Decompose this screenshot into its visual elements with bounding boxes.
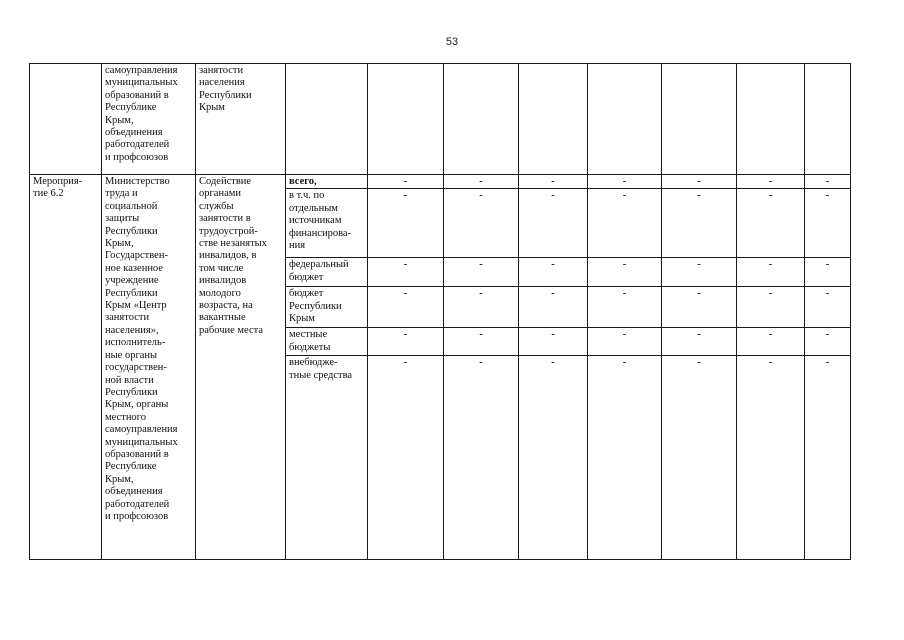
funding-value: - (662, 258, 737, 287)
continuation-executors: самоуправления муниципальных образований в Республике Крым, объединения работодателей и профсоюзов (102, 64, 196, 175)
funding-value: - (368, 258, 444, 287)
cell-empty (444, 64, 519, 175)
funding-value: - (737, 175, 805, 189)
funding-value: - (444, 287, 519, 328)
program-measures-table (29, 63, 851, 560)
funding-value: - (444, 189, 519, 258)
funding-value: - (662, 287, 737, 328)
funding-source-label: местные бюджеты (286, 328, 368, 356)
funding-value: - (737, 258, 805, 287)
continuation-row (30, 64, 851, 175)
funding-value: - (519, 189, 588, 258)
continuation-recipient: занятости населения Республики Крым (196, 64, 286, 175)
funding-value: - (737, 287, 805, 328)
funding-value: - (805, 287, 851, 328)
funding-value: - (588, 189, 662, 258)
funding-value: - (444, 356, 519, 560)
funding-value: - (588, 328, 662, 356)
funding-value: - (519, 175, 588, 189)
funding-source-label: бюджет Республики Крым (286, 287, 368, 328)
funding-value: - (737, 356, 805, 560)
funding-source-label: всего, (286, 175, 368, 189)
funding-value: - (737, 328, 805, 356)
funding-value: - (519, 356, 588, 560)
funding-value: - (444, 328, 519, 356)
cell-empty (805, 64, 851, 175)
funding-value: - (805, 189, 851, 258)
funding-value: - (588, 287, 662, 328)
cell-empty (30, 64, 102, 175)
cell-empty (737, 64, 805, 175)
cell-empty (662, 64, 737, 175)
funding-value: - (662, 175, 737, 189)
funding-value: - (368, 189, 444, 258)
measure-description: Содействие органами службы занятости в трудоустрой- стве незанятых инвалидов, в том числе инвалидов молодого возраста, на вакантные рабочие места (196, 175, 286, 560)
page-number: 53 (445, 36, 459, 48)
funding-row-total (30, 175, 851, 189)
funding-value: - (368, 287, 444, 328)
cell-empty (588, 64, 662, 175)
funding-value: - (588, 356, 662, 560)
funding-value: - (737, 189, 805, 258)
funding-value: - (368, 328, 444, 356)
funding-value: - (805, 258, 851, 287)
funding-value: - (588, 258, 662, 287)
funding-value: - (519, 287, 588, 328)
funding-value: - (444, 258, 519, 287)
funding-value: - (805, 356, 851, 560)
funding-value: - (519, 258, 588, 287)
funding-value: - (662, 356, 737, 560)
cell-empty (519, 64, 588, 175)
funding-value: - (662, 328, 737, 356)
cell-empty (286, 64, 368, 175)
funding-source-label: в т.ч. по отдельным источникам финансирова- ния (286, 189, 368, 258)
funding-value: - (444, 175, 519, 189)
funding-value: - (519, 328, 588, 356)
cell-empty (368, 64, 444, 175)
funding-value: - (368, 175, 444, 189)
funding-value: - (368, 356, 444, 560)
funding-value: - (805, 328, 851, 356)
measure-executors: Министерство труда и социальной защиты Республики Крым, Государствен- ное казенное учреждение Республики Крым «Центр занятости населения», исполнитель- ные органы государствен- ной власти Республики Крым, органы местного самоуправления муниципальных образований в Республике Крым, объединения работодателей и профсоюзов (102, 175, 196, 560)
funding-source-label: федеральный бюджет (286, 258, 368, 287)
funding-value: - (805, 175, 851, 189)
funding-source-label: внебюдже- тные средства (286, 356, 368, 560)
funding-value: - (662, 189, 737, 258)
funding-value: - (588, 175, 662, 189)
measure-label: Мероприя- тие 6.2 (30, 175, 102, 560)
